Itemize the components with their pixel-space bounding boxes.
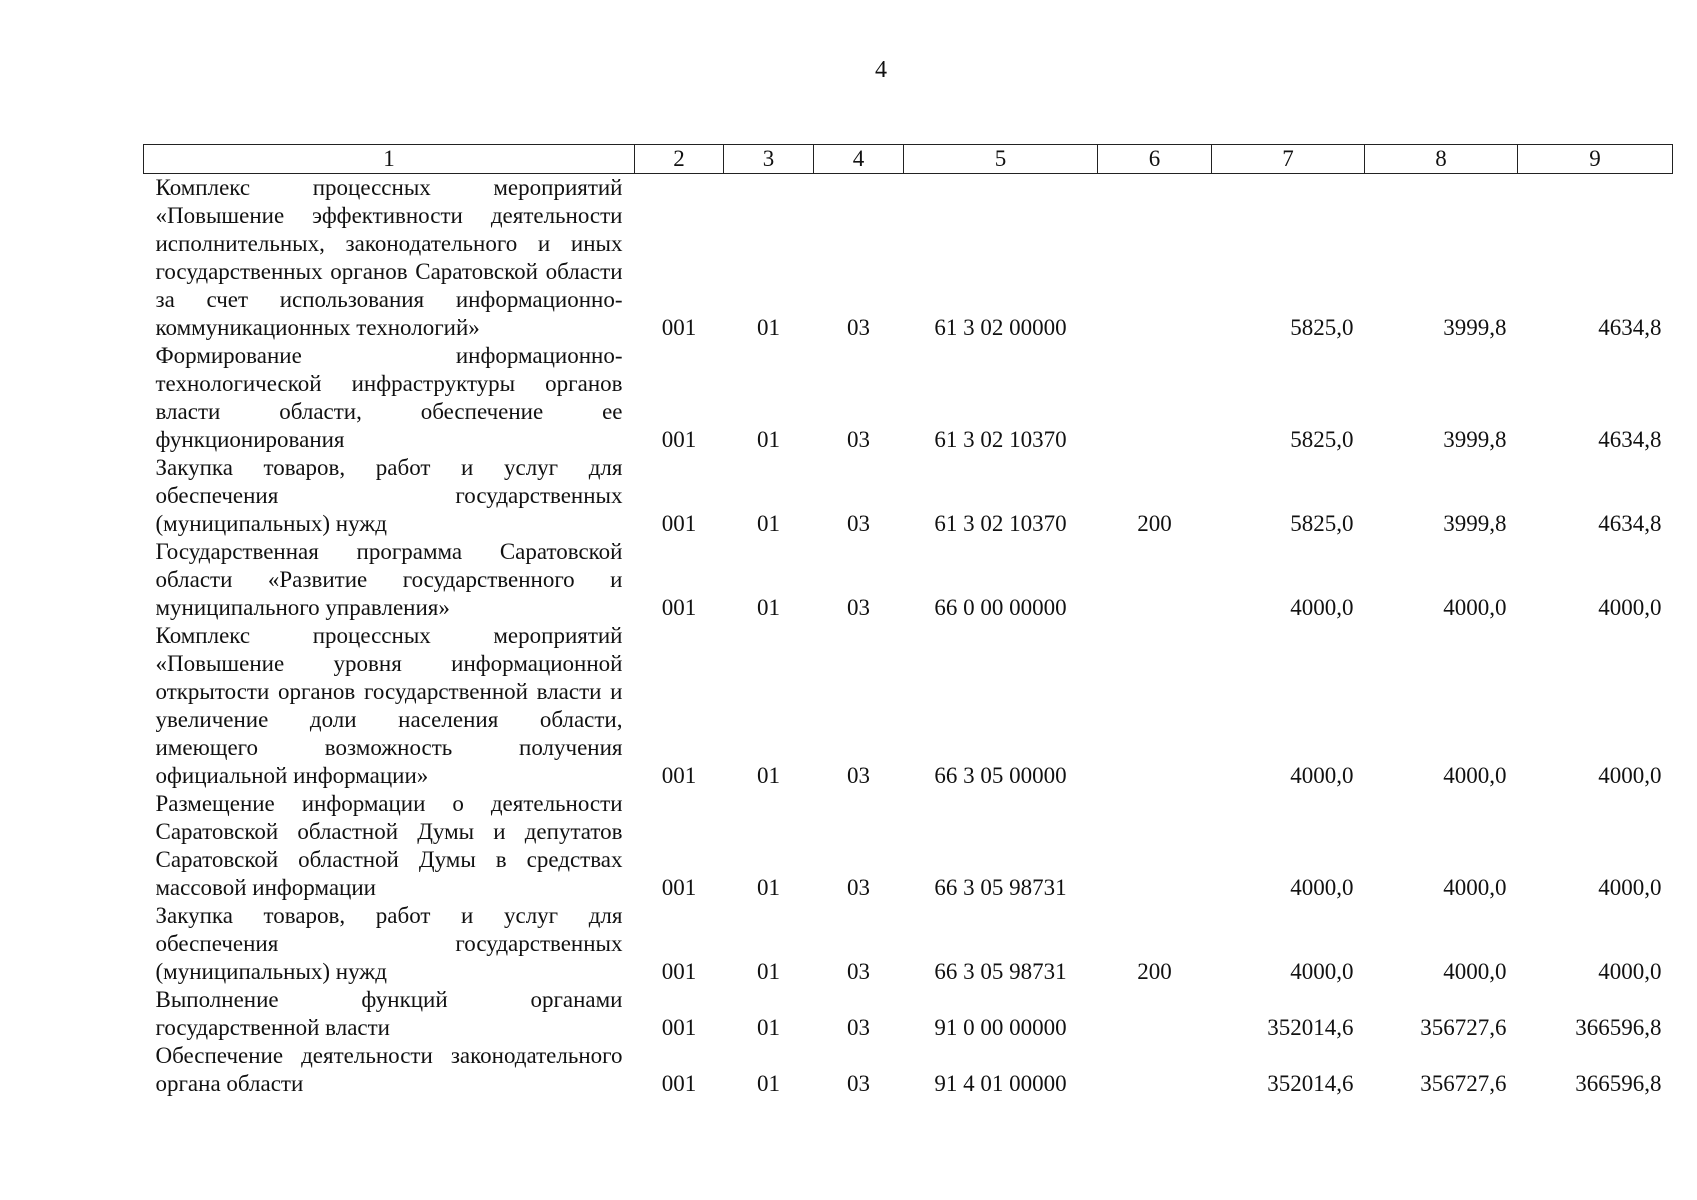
row-amount-col8: 3999,8 [1443,427,1507,452]
row-amount-col8: 3999,8 [1443,511,1507,536]
row-subsection-code: 03 [847,1015,870,1040]
row-target-article: 61 3 02 10370 [934,511,1067,536]
header-col-8: 8 [1365,145,1518,174]
row-name: Размещение информации о деятельности Саратовской областной Думы и депутатов Саратовской областной Думы в средствах массовой информации [155,791,623,900]
row-name: Формирование информационно-технологической инфраструктуры органов власти области, обеспечение ее функционирования [155,343,623,452]
row-section-code: 01 [757,875,780,900]
row-name: Комплекс процессных мероприятий «Повышение уровня информационной открытости органов государственной власти и увеличение доли населения области, имеющего возможность получения официальной информации» [155,623,623,788]
row-subsection-code: 03 [847,1071,870,1096]
row-ministry-code: 001 [661,1071,697,1096]
row-name: Закупка товаров, работ и услуг для обеспечения государственных (муниципальных) нужд [155,903,623,984]
row-amount-col8: 4000,0 [1443,959,1507,984]
row-amount-col8: 3999,8 [1443,315,1507,340]
table-row [144,538,1673,622]
row-amount-col7: 5825,0 [1290,511,1354,536]
row-amount-col9: 4000,0 [1598,875,1662,900]
row-amount-col8: 356727,6 [1420,1015,1507,1040]
row-name: Обеспечение деятельности законодательного органа области [155,1043,623,1096]
row-section-code: 01 [757,427,780,452]
row-expense-type [1098,1042,1212,1098]
row-amount-col9: 4634,8 [1598,427,1662,452]
row-target-article: 61 3 02 00000 [934,315,1067,340]
row-ministry-code: 001 [661,315,697,340]
row-amount-col9: 4000,0 [1598,595,1662,620]
row-amount-col7: 5825,0 [1290,427,1354,452]
row-target-article: 66 3 05 98731 [934,875,1067,900]
budget-table [143,144,1673,1098]
header-col-6: 6 [1098,145,1212,174]
row-amount-col9: 366596,8 [1575,1071,1662,1096]
row-subsection-code: 03 [847,595,870,620]
row-section-code: 01 [757,511,780,536]
row-ministry-code: 001 [661,763,697,788]
row-section-code: 01 [757,1015,780,1040]
row-section-code: 01 [757,959,780,984]
row-amount-col7: 4000,0 [1290,875,1354,900]
row-amount-col9: 4000,0 [1598,763,1662,788]
row-expense-type [1098,790,1212,902]
row-target-article: 91 4 01 00000 [934,1071,1067,1096]
row-amount-col9: 4634,8 [1598,511,1662,536]
row-amount-col7: 5825,0 [1290,315,1354,340]
row-amount-col7: 4000,0 [1290,595,1354,620]
row-target-article: 91 0 00 00000 [934,1015,1067,1040]
row-amount-col9: 366596,8 [1575,1015,1662,1040]
table-row [144,342,1673,454]
row-subsection-code: 03 [847,875,870,900]
row-name: Государственная программа Саратовской области «Развитие государственного и муниципального управления» [155,539,623,620]
header-col-7: 7 [1212,145,1365,174]
row-expense-type [1098,342,1212,454]
row-expense-type [1098,174,1212,343]
row-name: Комплекс процессных мероприятий «Повышение эффективности деятельности исполнительных, законодательного и иных государственных органов Саратовской области за счет использования информационно-коммуникационных технологий» [155,175,623,340]
row-amount-col7: 4000,0 [1290,959,1354,984]
table-row [144,790,1673,902]
header-col-4: 4 [814,145,904,174]
row-amount-col8: 4000,0 [1443,763,1507,788]
table-row [144,454,1673,538]
row-expense-type [1098,538,1212,622]
row-ministry-code: 001 [661,875,697,900]
row-subsection-code: 03 [847,511,870,536]
row-target-article: 61 3 02 10370 [934,427,1067,452]
row-expense-type: 200 [1137,959,1172,984]
row-ministry-code: 001 [661,427,697,452]
row-amount-col8: 4000,0 [1443,875,1507,900]
row-section-code: 01 [757,763,780,788]
row-target-article: 66 3 05 98731 [934,959,1067,984]
row-ministry-code: 001 [661,595,697,620]
row-expense-type [1098,986,1212,1042]
page-number: 4 [875,57,887,83]
row-amount-col7: 352014,6 [1267,1015,1354,1040]
table-row [144,902,1673,986]
header-col-9: 9 [1518,145,1673,174]
row-expense-type: 200 [1137,511,1172,536]
header-row [144,145,1673,174]
row-section-code: 01 [757,595,780,620]
row-expense-type [1098,622,1212,790]
row-subsection-code: 03 [847,315,870,340]
header-col-5: 5 [904,145,1098,174]
row-amount-col9: 4634,8 [1598,315,1662,340]
row-amount-col7: 4000,0 [1290,763,1354,788]
row-target-article: 66 3 05 00000 [934,763,1067,788]
row-amount-col7: 352014,6 [1267,1071,1354,1096]
row-target-article: 66 0 00 00000 [934,595,1067,620]
table-row [144,1042,1673,1098]
row-ministry-code: 001 [661,1015,697,1040]
row-subsection-code: 03 [847,427,870,452]
table-row [144,622,1673,790]
row-section-code: 01 [757,315,780,340]
row-amount-col8: 4000,0 [1443,595,1507,620]
header-col-3: 3 [724,145,814,174]
table-row [144,174,1673,343]
table-row [144,986,1673,1042]
row-subsection-code: 03 [847,763,870,788]
row-name: Выполнение функций органами государственной власти [155,987,623,1040]
row-amount-col9: 4000,0 [1598,959,1662,984]
row-amount-col8: 356727,6 [1420,1071,1507,1096]
row-ministry-code: 001 [661,511,697,536]
header-col-1: 1 [144,145,635,174]
row-name: Закупка товаров, работ и услуг для обеспечения государственных (муниципальных) нужд [155,455,623,536]
header-col-2: 2 [635,145,724,174]
row-subsection-code: 03 [847,959,870,984]
row-ministry-code: 001 [661,959,697,984]
row-section-code: 01 [757,1071,780,1096]
